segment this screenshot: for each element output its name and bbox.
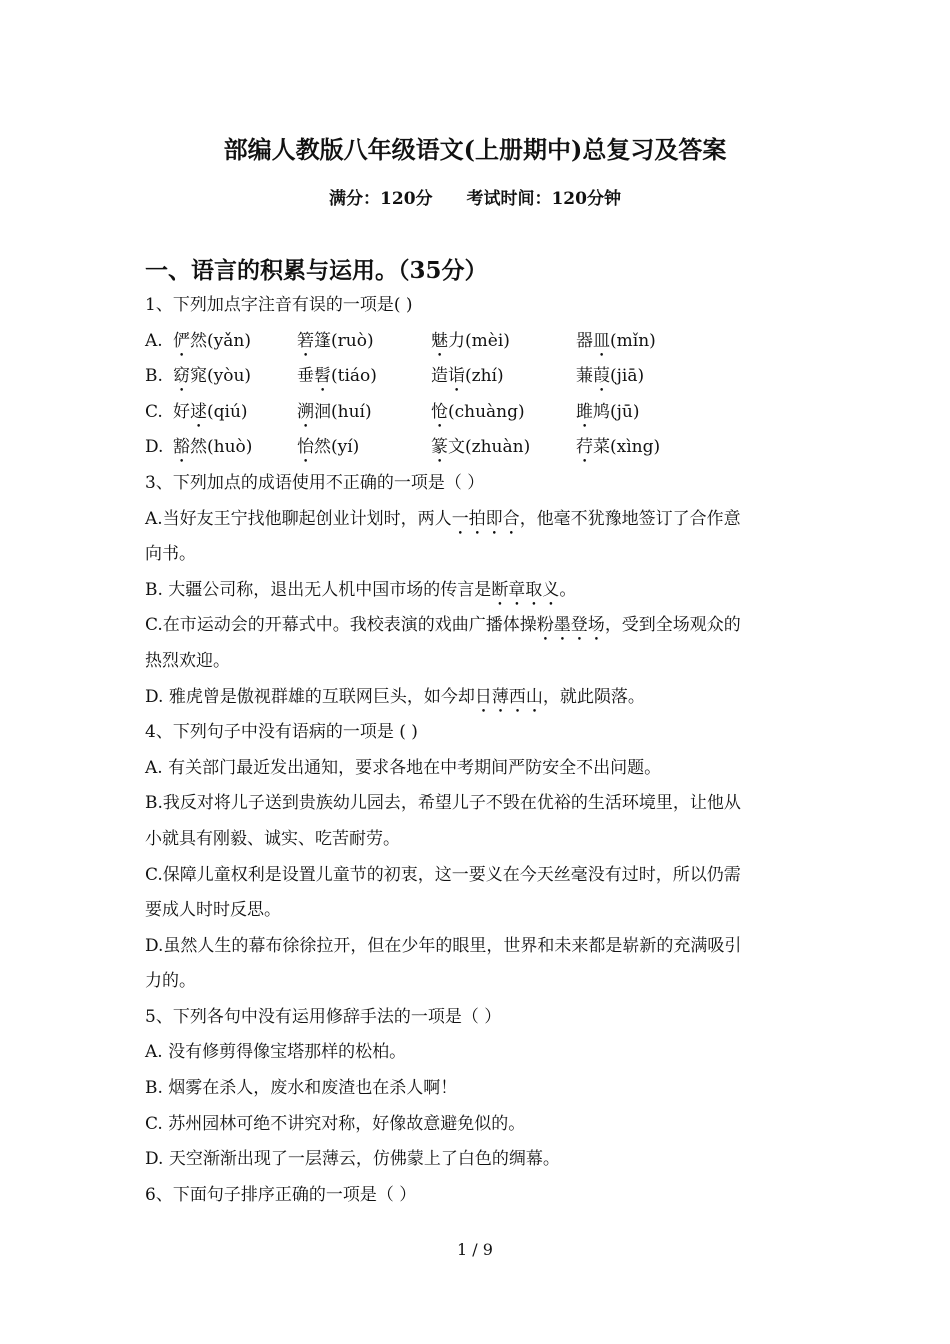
- question-3-line: [145, 608, 815, 644]
- question-3-line: [145, 573, 815, 609]
- text-segment: B. 大疆公司称，退出无人机中国市场的传言是: [145, 579, 492, 600]
- section-heading: 一、语言的积累与运用。（35分）: [145, 257, 488, 284]
- question-4-line: 力的。: [145, 971, 196, 992]
- text-segment: (tiáo): [331, 366, 377, 387]
- emphasized-text: 逑: [190, 401, 207, 422]
- option-item: [431, 359, 576, 395]
- text-segment: (jiā): [610, 366, 645, 387]
- question-5-line: D. 天空渐渐出现了一层薄云，仿佛蒙上了白色的绸幕。: [145, 1149, 560, 1170]
- emphasized-text: 俨: [173, 330, 190, 351]
- option-label: D.: [145, 437, 164, 458]
- emphasized-text: 皿: [593, 330, 610, 351]
- question-1-option-row: [145, 430, 815, 466]
- text-segment: C.在市运动会的开幕式中。我校表演的戏曲广播体操: [145, 615, 537, 636]
- question-6-stem: 6、下面句子排序正确的一项是（ ）: [145, 1184, 417, 1205]
- text-segment: (mǐn): [610, 330, 656, 351]
- text-segment: 窕(yòu): [190, 366, 252, 387]
- emphasized-text: 箬: [297, 330, 314, 351]
- question-4-line: D.虽然人生的幕布徐徐拉开，但在少年的眼里，世界和未来都是崭新的充满吸引: [145, 935, 742, 956]
- option-label: A.: [145, 330, 163, 351]
- text-segment: 然(yǎn): [190, 330, 251, 351]
- text-segment: (qiú): [207, 401, 248, 422]
- option-item: [297, 359, 431, 395]
- emphasized-text: 雎: [576, 401, 593, 422]
- emphasized-text: 怡: [297, 437, 314, 458]
- option-item: [431, 324, 576, 360]
- emphasized-text: 怆: [431, 401, 448, 422]
- full-score: 满分：120分: [329, 189, 433, 209]
- exam-time: 考试时间：120分钟: [466, 189, 621, 209]
- question-3-line: [145, 502, 815, 538]
- text-segment: 然(yí): [314, 437, 360, 458]
- option-item: [173, 395, 297, 431]
- option-item: [297, 324, 431, 360]
- option-item: [173, 324, 297, 360]
- document-title: 部编人教版八年级语文(上册期中)总复习及答案: [223, 135, 727, 164]
- question-1-option-row: [145, 324, 815, 360]
- question-3-line: [145, 537, 815, 573]
- text-segment: 文(zhuàn): [448, 437, 531, 458]
- page-number: 1 / 9: [457, 1240, 493, 1259]
- text-segment: 器: [576, 330, 593, 351]
- text-segment: ，受到全场观众的: [604, 615, 741, 636]
- option-label: B.: [145, 366, 163, 387]
- text-segment: 好: [173, 401, 190, 422]
- option-item: [431, 395, 576, 431]
- emphasized-text: 窈: [173, 366, 190, 387]
- question-5-line: B. 烟雾在杀人，废水和废渣也在杀人啊！: [145, 1078, 458, 1099]
- text-segment: 然(huò): [190, 437, 253, 458]
- question-4-line: B.我反对将儿子送到贵族幼儿园去，希望儿子不毁在优裕的生活环境里，让他从: [145, 793, 741, 814]
- emphasized-text: 溯: [297, 401, 314, 422]
- option-item: [297, 430, 431, 466]
- questions-body: [145, 288, 815, 1213]
- option-item: [173, 359, 297, 395]
- question-5-line: A. 没有修剪得像宝塔那样的松柏。: [145, 1042, 407, 1063]
- emphasized-text: 一拍即合: [451, 508, 520, 529]
- text-segment: 蒹: [576, 366, 593, 387]
- text-segment: 洄(huí): [314, 401, 372, 422]
- question-3-line: [145, 680, 815, 716]
- text-segment: A.当好友王宁找他聊起创业计划时，两人: [145, 508, 452, 529]
- text-segment: 力(mèi): [448, 330, 510, 351]
- question-5-stem: 5、下列各句中没有运用修辞手法的一项是（ ）: [145, 1006, 502, 1027]
- text-segment: 鸠(jū): [593, 401, 640, 422]
- exam-info: [0, 184, 950, 209]
- question-4-line: A. 有关部门最近发出通知，要求各地在中考期间严防安全不出问题。: [145, 757, 662, 778]
- question-4-line: 要成人时时反思。: [145, 900, 281, 921]
- text-segment: 篷(ruò): [314, 330, 374, 351]
- question-4-line: C.保障儿童权利是设置儿童节的初衷，这一要义在今天丝毫没有过时，所以仍需: [145, 864, 741, 885]
- option-item: [576, 324, 656, 360]
- option-item: [173, 430, 297, 466]
- emphasized-text: 魅: [431, 330, 448, 351]
- emphasized-text: 葭: [593, 366, 610, 387]
- text-segment: 菜(xìng): [593, 437, 661, 458]
- emphasized-text: 篆: [431, 437, 448, 458]
- question-4-line: 小就具有刚毅、诚实、吃苦耐劳。: [145, 828, 400, 849]
- question-3-stem: 3、下列加点的成语使用不正确的一项是（ ）: [145, 472, 485, 493]
- option-item: [576, 359, 644, 395]
- question-1-option-row: [145, 359, 815, 395]
- question-3-line: [145, 644, 815, 680]
- emphasized-text: 荇: [576, 437, 593, 458]
- text-segment: (chuàng): [448, 401, 525, 422]
- emphasized-text: 日薄西山: [474, 686, 543, 707]
- emphasized-text: 诣: [448, 366, 465, 387]
- option-item: [576, 430, 660, 466]
- text-segment: 热烈欢迎。: [145, 650, 230, 671]
- emphasized-text: 粉墨登场: [536, 615, 605, 636]
- text-segment: 垂: [297, 366, 314, 387]
- emphasized-text: 断章取义: [491, 579, 560, 600]
- text-segment: ，就此陨落。: [542, 686, 645, 707]
- option-label: C.: [145, 401, 163, 422]
- option-item: [576, 395, 639, 431]
- option-item: [431, 430, 576, 466]
- emphasized-text: 髫: [314, 366, 331, 387]
- text-segment: 向书。: [145, 544, 196, 565]
- question-4-stem: 4、下列句子中没有语病的一项是 ( ): [145, 722, 418, 743]
- text-segment: (zhí): [465, 366, 504, 387]
- option-item: [297, 395, 431, 431]
- emphasized-text: 豁: [173, 437, 190, 458]
- text-segment: 。: [559, 579, 577, 600]
- question-1-stem: 1、下列加点字注音有误的一项是( ): [145, 295, 413, 315]
- text-segment: D. 雅虎曾是傲视群雄的互联网巨头，如今却: [145, 686, 475, 707]
- question-5-line: C. 苏州园林可绝不讲究对称，好像故意避免似的。: [145, 1113, 526, 1134]
- text-segment: ，他毫不犹豫地签订了合作意: [519, 508, 741, 529]
- question-1-option-row: [145, 395, 815, 431]
- text-segment: 造: [431, 366, 448, 387]
